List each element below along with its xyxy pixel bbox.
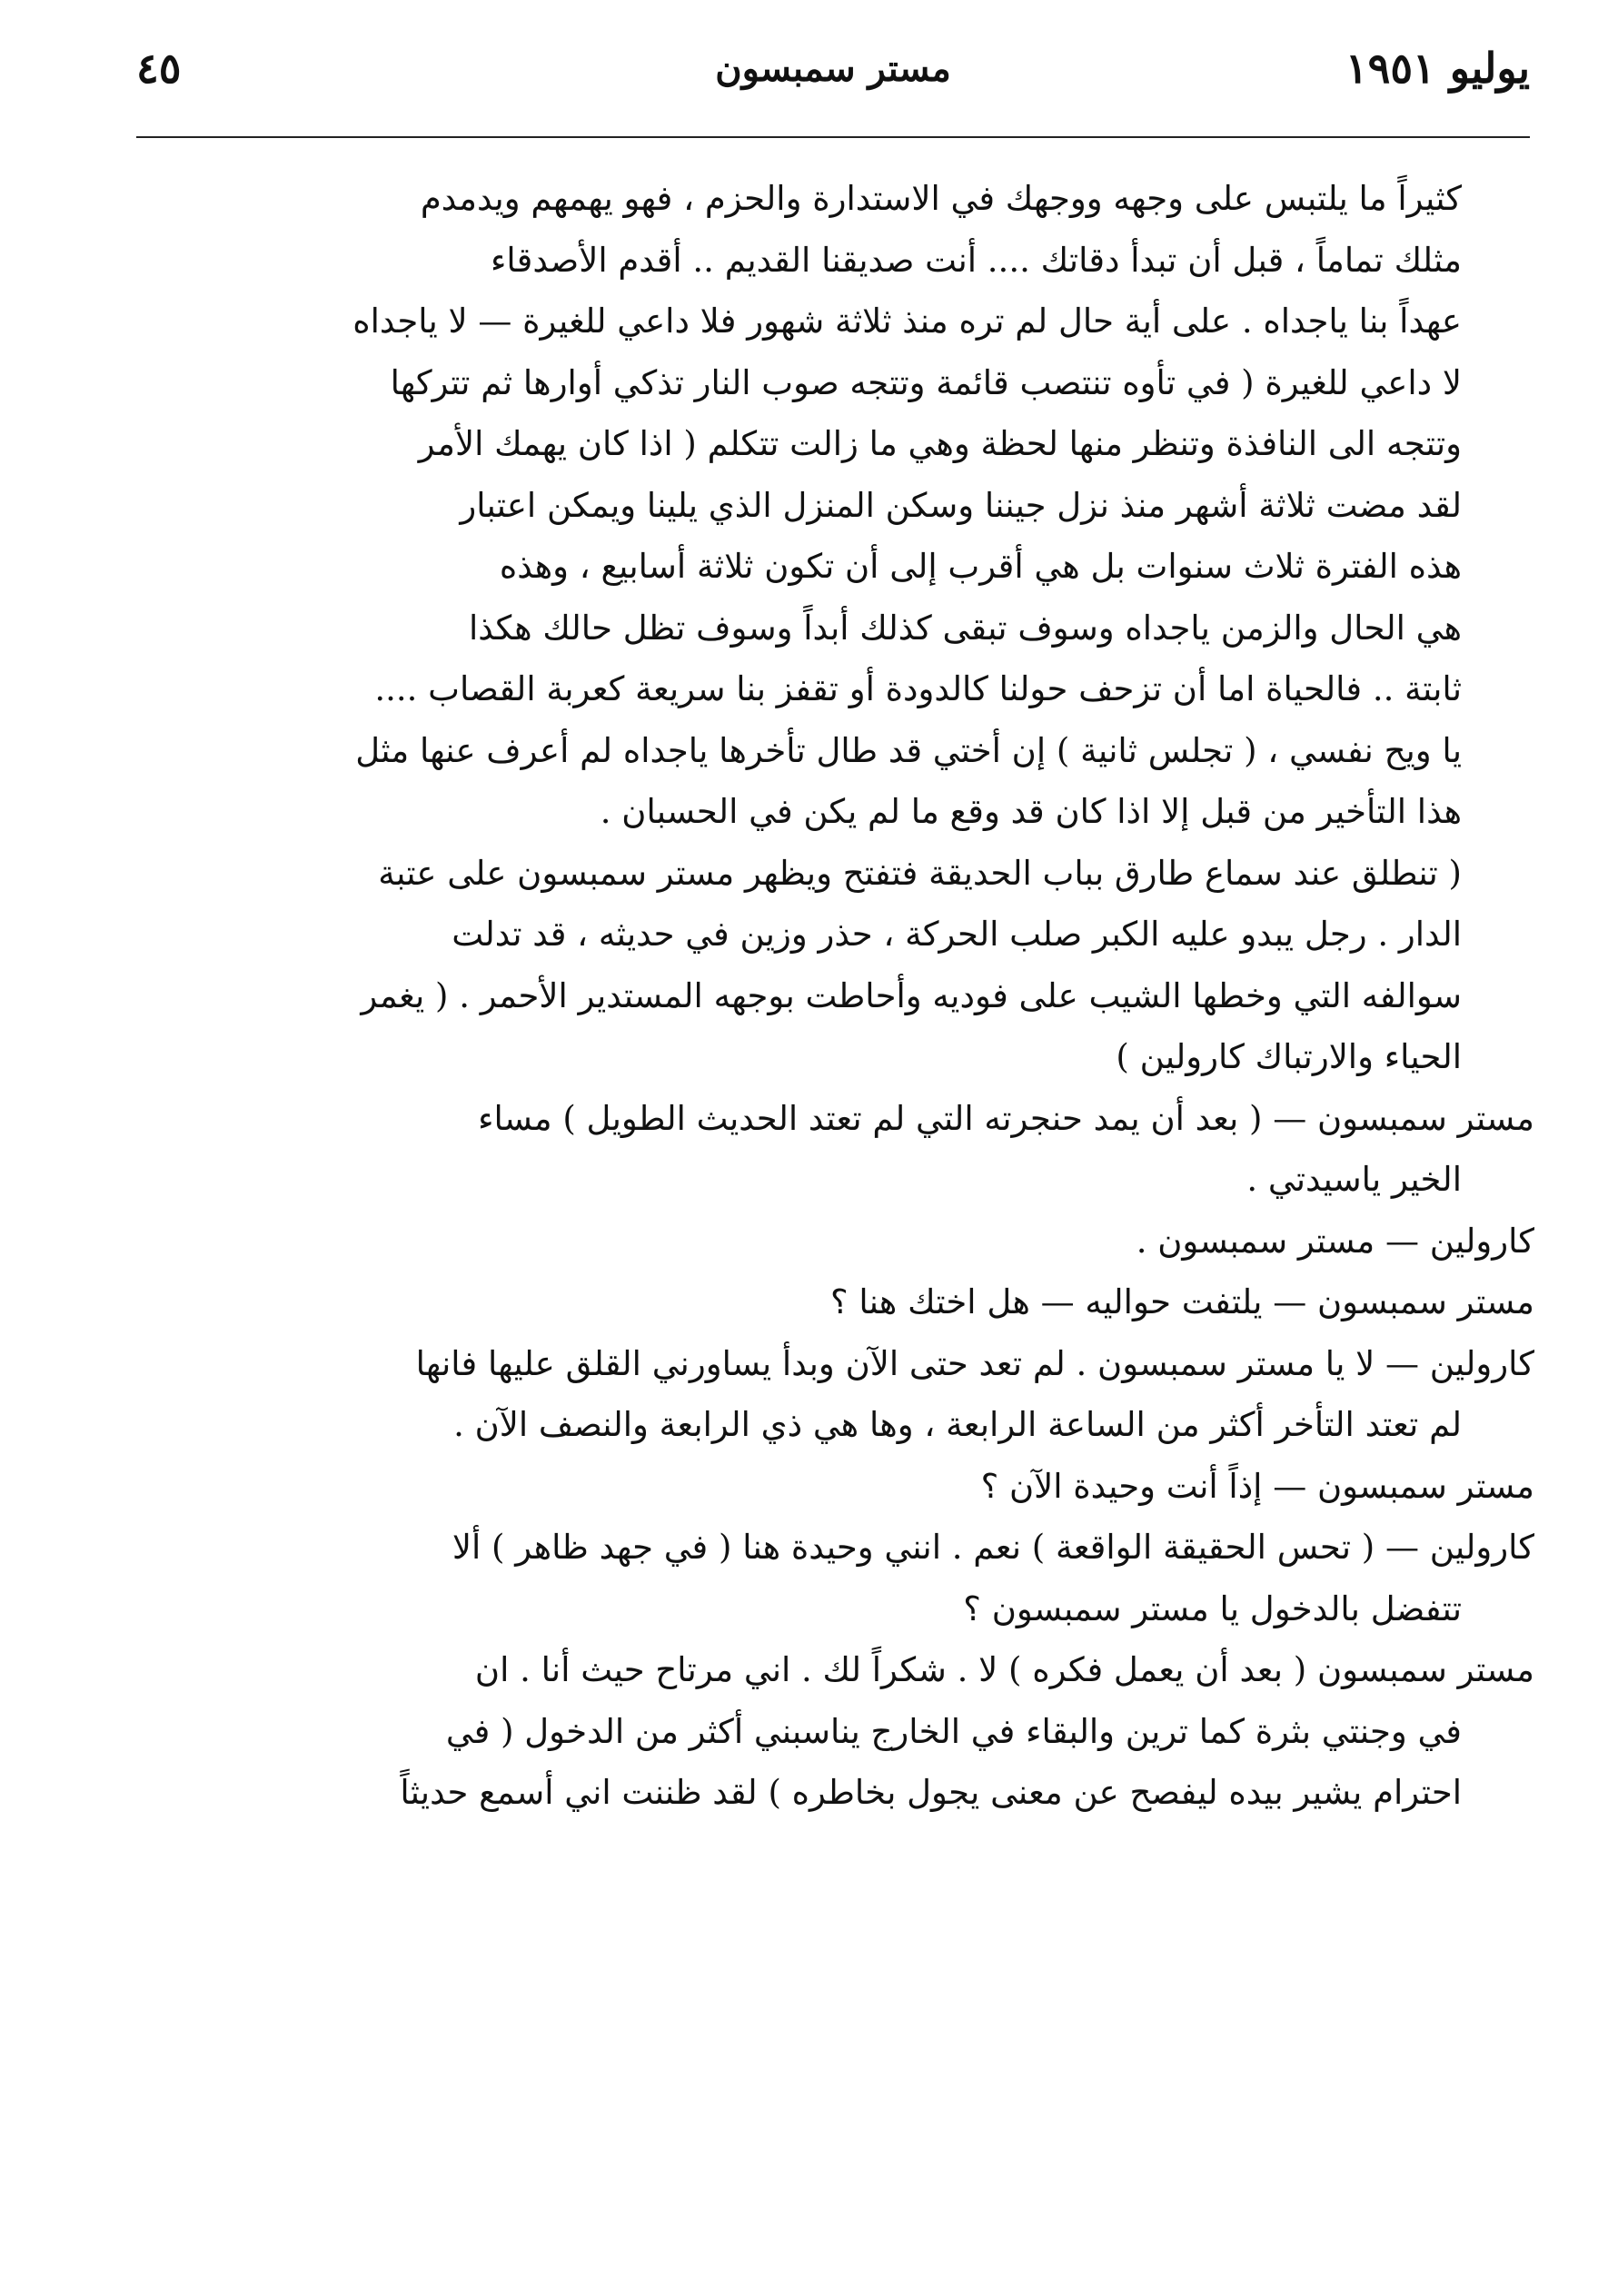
dialogue-line: الخير ياسيدتي . bbox=[1246, 1160, 1462, 1199]
dialogue-line: في وجنتي بثرة كما ترين والبقاء في الخارج يناسبني أكثر من الدخول ( في bbox=[445, 1711, 1462, 1751]
dialogue-line: مستر سمبسون — إذاً أنت وحيدة الآن ؟ bbox=[980, 1466, 1534, 1506]
dialogue-line: مستر سمبسون — يلتفت حواليه — هل اختك هنا ؟ bbox=[829, 1282, 1534, 1321]
dialogue-line: كارولين — مستر سمبسون . bbox=[1136, 1221, 1534, 1261]
dialogue-line: لم تعتد التأخر أكثر من الساعة الرابعة ، وها هي ذي الرابعة والنصف الآن . bbox=[453, 1405, 1462, 1444]
stage-direction-line: سوالفه التي وخطها الشيب على فوديه وأحاطت بوجهه المستدير الأحمر . ( يغمر bbox=[361, 975, 1462, 1015]
text-line: لقد مضت ثلاثة أشهر منذ نزل جيننا وسكن المنزل الذي يلينا ويمكن اعتبار bbox=[460, 485, 1462, 525]
dialogue-line: تتفضل بالدخول يا مستر سمبسون ؟ bbox=[963, 1588, 1462, 1628]
dialogue-line: مستر سمبسون ( بعد أن يعمل فكره ) لا . شكراً لك . اني مرتاح حيث أنا . ان bbox=[474, 1650, 1534, 1689]
text-line: كثيراً ما يلتبس على وجهه ووجهك في الاستدارة والحزم ، فهو يهمهم ويدمدم bbox=[420, 179, 1462, 218]
text-line: ثابتة .. فالحياة اما أن تزحف حولنا كالدودة أو تقفز بنا سريعة كعربة القصاب .... bbox=[374, 669, 1462, 708]
dialogue-line: احترام يشير بيده ليفصح عن معنى يجول بخاطره ) لقد ظننت اني أسمع حديثاً bbox=[400, 1773, 1462, 1812]
stage-direction-line: الدار . رجل يبدو عليه الكبر صلب الحركة ، حذر وزين في حديثه ، قد تدلت bbox=[452, 915, 1462, 954]
dialogue-line: كارولين — ( تحس الحقيقة الواقعة ) نعم . انني وحيدة هنا ( في جهد ظاهر ) ألا bbox=[452, 1528, 1534, 1567]
text-line: هذا التأخير من قبل إلا اذا كان قد وقع ما لم يكن في الحسبان . bbox=[600, 792, 1462, 831]
dialogue-line: كارولين — لا يا مستر سمبسون . لم تعد حتى الآن وبدأ يساورني القلق عليها فانها bbox=[415, 1343, 1534, 1383]
text-line: هي الحال والزمن ياجداه وسوف تبقى كذلك أبداً وسوف تظل حالك هكذا bbox=[468, 608, 1462, 648]
stage-direction-line: الحياء والارتباك كارولين ) bbox=[1116, 1037, 1462, 1076]
stage-direction-line: ( تنطلق عند سماع طارق بباب الحديقة فتفتح ويظهر مستر سمبسون على عتبة bbox=[378, 853, 1462, 893]
dialogue-line: مستر سمبسون — ( بعد أن يمد حنجرته التي لم تعتد الحديث الطويل ) مساء bbox=[478, 1098, 1534, 1138]
header-date: يوليو ١٩٥١ bbox=[1345, 44, 1530, 93]
page-header bbox=[136, 36, 1530, 100]
text-line: عهداً بنا ياجداه . على أية حال لم تره منذ ثلاثة شهور فلا داعي للغيرة — لا ياجداه bbox=[352, 302, 1462, 341]
header-divider bbox=[136, 136, 1530, 138]
text-line: يا ويح نفسي ، ( تجلس ثانية ) إن أختي قد طال تأخرها ياجداه لم أعرف عنها مثل bbox=[355, 730, 1462, 770]
page-number: ٤٥ bbox=[136, 44, 182, 93]
header-title: مستر سمبسون bbox=[715, 46, 951, 90]
page-body bbox=[71, 168, 1534, 1824]
text-line: وتتجه الى النافذة وتنظر منها لحظة وهي ما زالت تتكلم ( اذا كان يهمك الأمر bbox=[418, 424, 1462, 463]
text-line: هذه الفترة ثلاث سنوات بل هي أقرب إلى أن تكون ثلاثة أسابيع ، وهذه bbox=[499, 547, 1462, 586]
text-line: مثلك تماماً ، قبل أن تبدأ دقاتك .... أنت صديقنا القديم .. أقدم الأصدقاء bbox=[491, 240, 1462, 280]
text-line: لا داعي للغيرة ( في تأوه تنتصب قائمة وتتجه صوب النار تذكي أوارها ثم تتركها bbox=[390, 362, 1462, 402]
